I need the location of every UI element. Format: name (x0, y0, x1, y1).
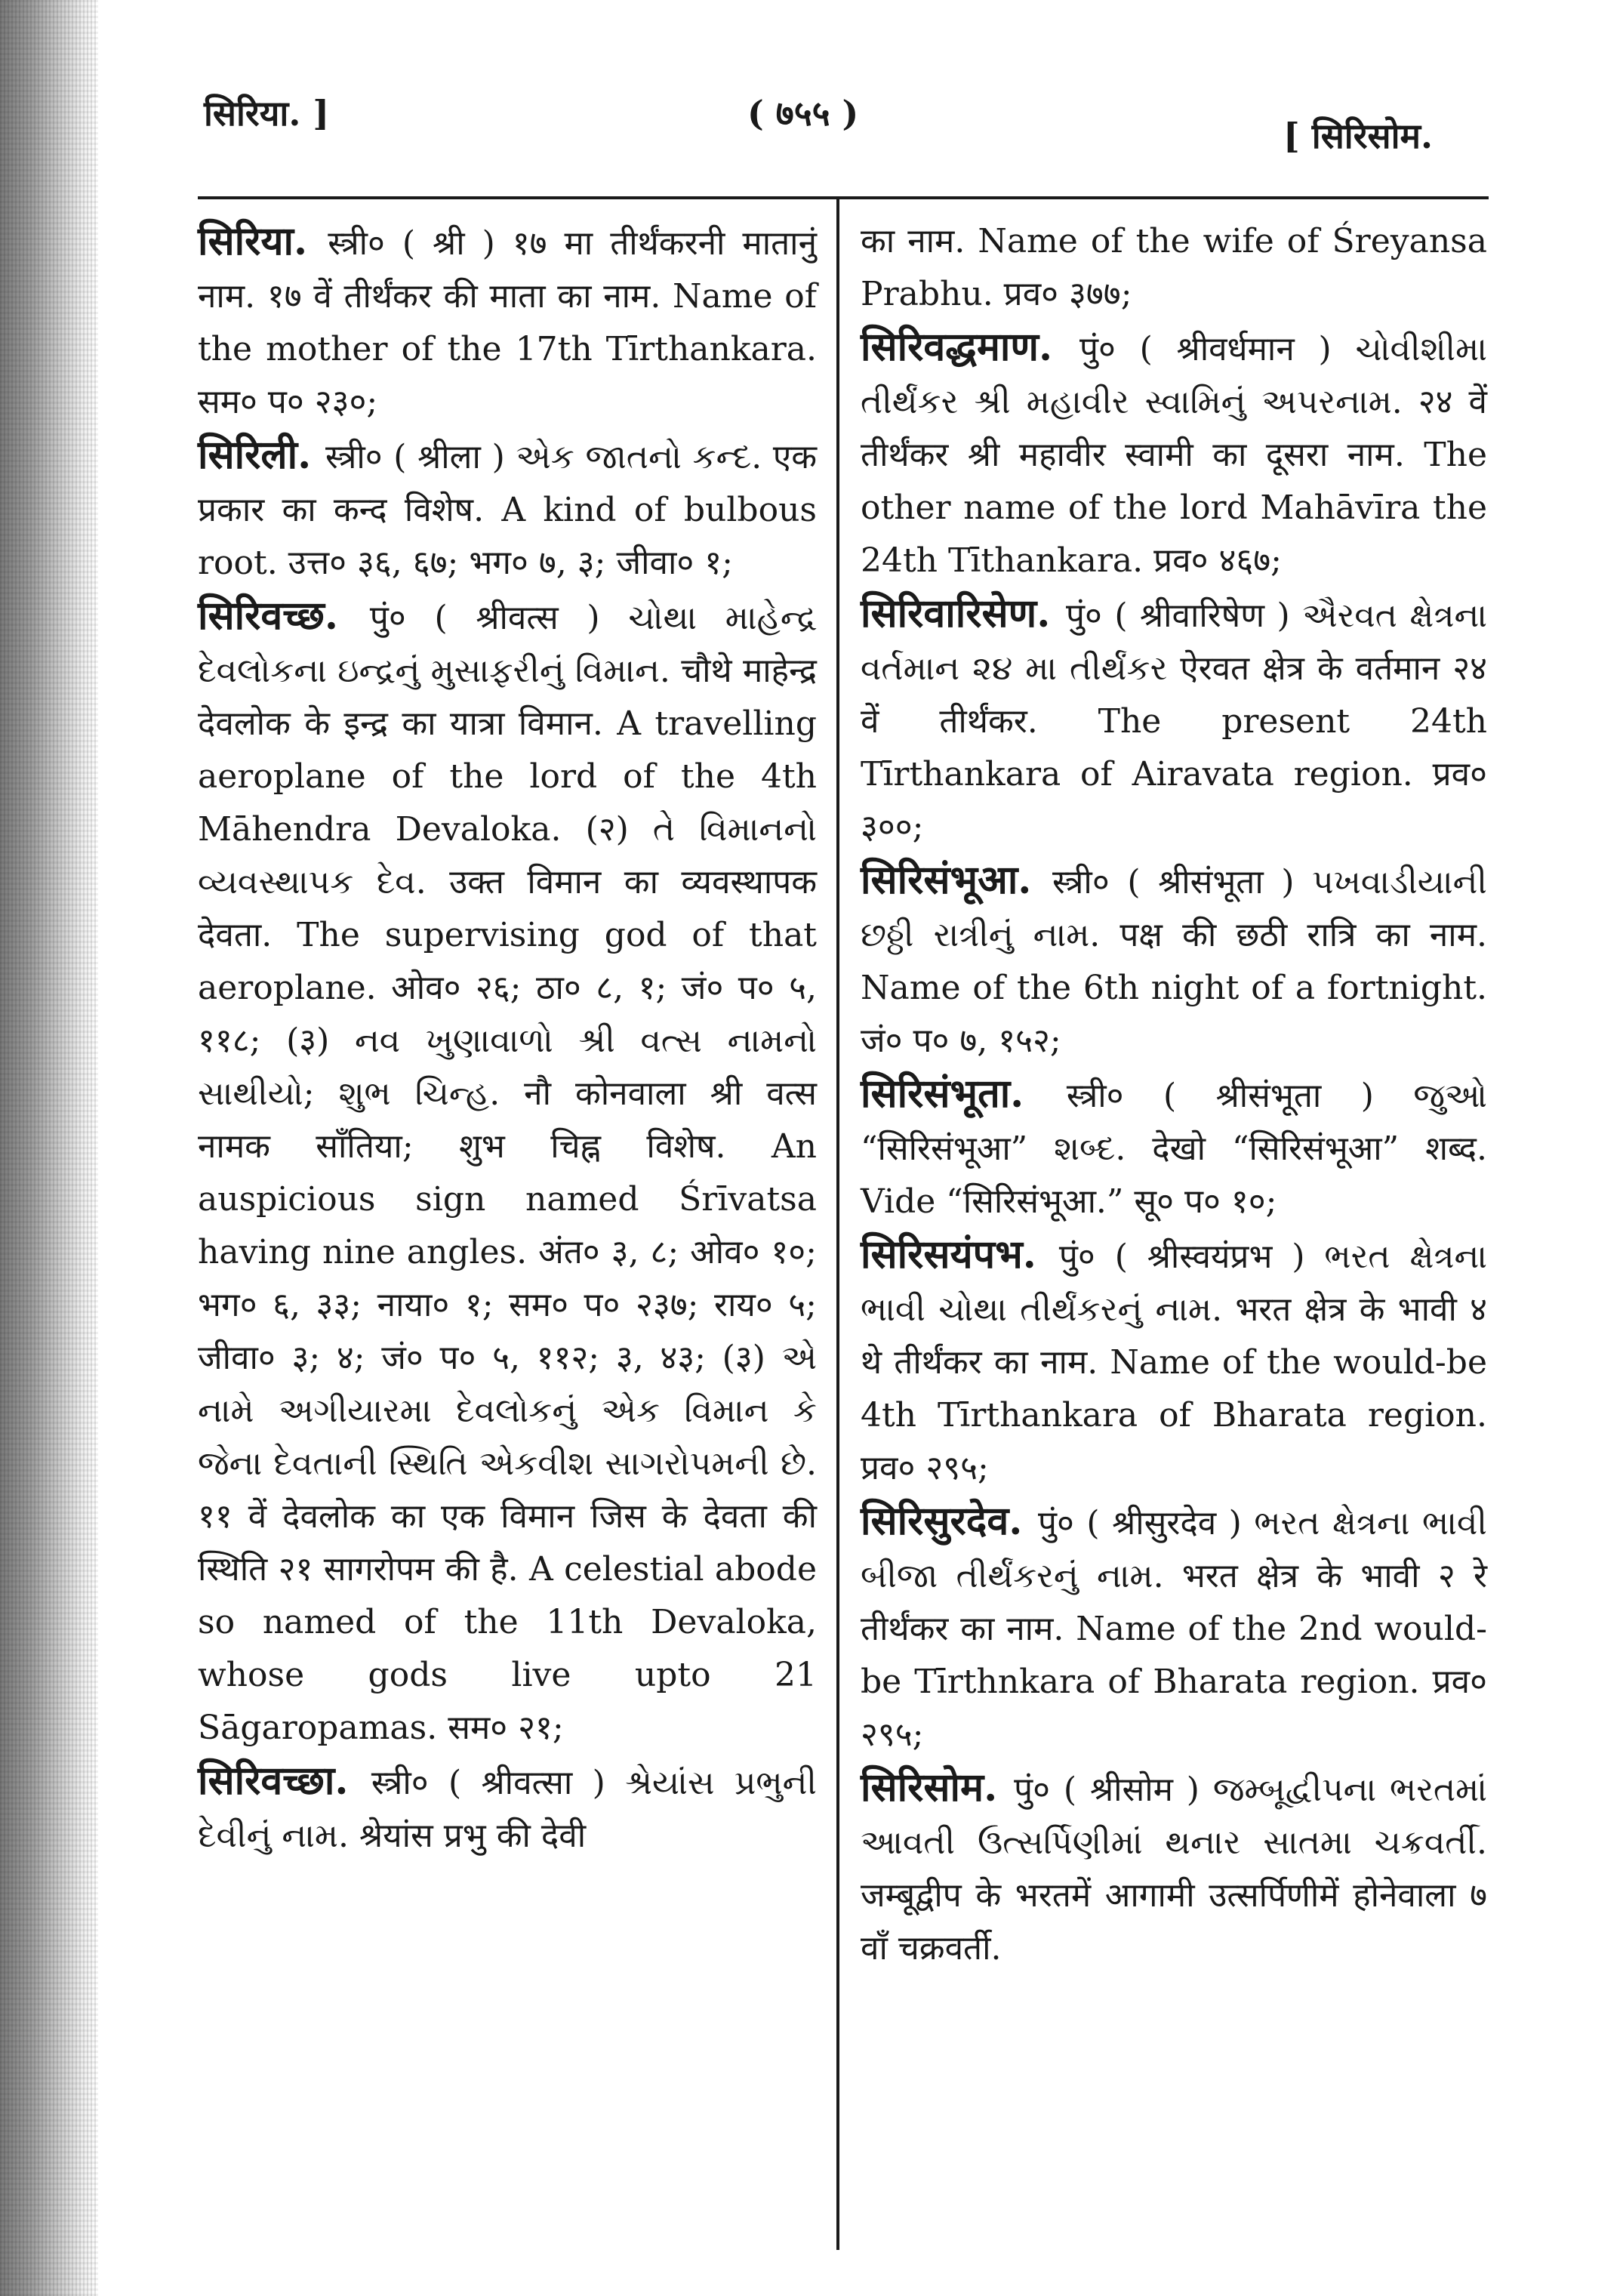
dictionary-entry (861, 587, 1487, 854)
entry-body: पुं० ( श्रीसोम ) જમ્બૂદ્વીપના ભરતમાં આવતી ઉત્સર્પિણીમાં થનાર સાતમા ચક્રવર્તી. जम्बूद्वीप के भरतमें आगामी उत्सर्पिणीमें होनेवाला ७ वाँ चक्रवर्ती. (861, 1771, 1488, 1968)
entry-body: पुं० ( श्रीवारिषेण ) ઐરવત ક્ષેત્રના વર્તમાન ૨૪ મા તીર્થંકર ऐरवत क्षेत्र के वर्तमान २४ वें तीर्थंकर. The present 24th Tīrthankara of Airavata region. प्रव० ३००; (861, 596, 1487, 846)
entry-body: पुं० ( श्रीवत्स ) ચોથા માહેન્દ્ર દેવલોકના ઇન્દ્રનું મુસાફરીનું વિમાન. चौथे माहेन्द्र देवलोक के इन्द्र का यात्रा विमान. A travelling aeroplane of the lord of the 4th Māhendra Devaloka. (२) તે વિમાનનો વ્યવસ્થાપક દેવ. उक्त विमान का व्यवस्थापक देवता. The supervising god of that aeroplane. ओव० २६; ठा० ८, १; जं० प० ५, ११८; (३) નવ ખુણાવાળો શ્રી વત્સ નામનો સાથીયો; શુભ ચિન્હ. नौ कोनवाला श्री वत्स नामक साँतिया; शुभ चिह्न विशेष. An auspicious sign named Śrīvatsa having nine angles. अंत० ३, ८; ओव० १०; भग० ६, ३३; नाया० १; सम० प० २३७; राय० ५; जीवा० ३; ४; जं० प० ५, ११२; ३, ४३; (३) એ નામે અગીયારમા દેવલોકનું એક વિમાન કે જેના દેવતાની સ્થિતિ એકવીશ સાગરોપમની છે. ११ वें देवलोक का एक विमान जिस के देवता की स्थिति २१ सागरोपम की है. A celestial abode so named of the 11th Devaloka, whose gods live upto 21 Sāgaropamas. सम० २१; (198, 599, 817, 1747)
entry-headword: सिरिवच्छ. (198, 593, 370, 639)
entry-body: का नाम. Name of the wife of Śreyansa Prabhu. प्रव० ३७७; (861, 222, 1487, 313)
left-column (198, 215, 817, 1863)
entry-body: स्त्री० ( श्रीला ) એક જાતનો કન્દ. एक प्रकार का कन्द विशेष. A kind of bulbous root. उत्त० ३६, ६७; भग० ७, ३; जीवा० १; (198, 438, 817, 582)
dictionary-entry (861, 1068, 1487, 1228)
dictionary-entry-continuation (861, 215, 1487, 321)
header-left-catchword: सिरिया. ] (204, 93, 330, 134)
entry-headword: सिरिसयंपभ. (861, 1231, 1059, 1277)
entry-body: स्त्री० ( श्री ) १७ मा तीर्थंकरनी मातानुं नाम. १७ वें तीर्थंकर की माता का नाम. Name of the mother of the 17th Tīrthankara. सम० प० २३०; (198, 224, 817, 421)
page-header (0, 82, 1623, 165)
entry-headword: सिरिसंभूआ. (861, 857, 1053, 903)
dictionary-entry (861, 1495, 1487, 1761)
entry-headword: सिरिसोम. (861, 1764, 1015, 1811)
right-column (861, 215, 1487, 1975)
entry-headword: सिरिवच्छा. (198, 1758, 371, 1804)
entry-headword: सिरिवारिसेण. (861, 590, 1066, 636)
header-rule (198, 196, 1489, 199)
entry-headword: सिरिली. (198, 432, 325, 478)
entry-headword: सिरिवद्धमाण. (861, 324, 1079, 370)
dictionary-entry (861, 1228, 1487, 1495)
dictionary-entry (198, 590, 817, 1755)
entry-headword: सिरिसंभूता. (861, 1071, 1067, 1117)
dictionary-entry (861, 854, 1487, 1068)
dictionary-entry (861, 1761, 1487, 1975)
dictionary-entry (198, 215, 817, 429)
entry-body: स्त्री० ( श्रीवत्सा ) શ્રેયાંસ પ્રભુની દેવીનું નામ. श्रेयांस प्रभु की देवी (198, 1764, 817, 1855)
column-divider (836, 196, 839, 2250)
dictionary-entry (198, 429, 817, 590)
entry-body: पुं० ( श्रीस्वयंप्रभ ) ભરત ક્ષેત્રના ભાવી ચોથા તીર્થંકરનું નામ. भरत क्षेत्र के भावी ४ थे तीर्थंकर का नाम. Name of the would-be 4th Tīrthankara of Bharata region. प्रव० २९५; (861, 1237, 1488, 1487)
entry-body: स्त्री० ( श्रीसंभूता ) પખવાડીયાની છઠ્ઠી રાત્રીનું નામ. पक्ष की छठी रात्रि का नाम. Name of the 6th night of a fortnight. जं० प० ७, १५२; (861, 863, 1487, 1060)
entry-body: पुं० ( श्रीवर्धमान ) ચોવીશીમા તીર્થંકર શ્રી મહાવીર સ્વામિનું અપરનામ. २४ वें तीर्थंकर श्री महावीर स्वामी का दूसरा नाम. The other name of the lord Mahāvīra the 24th Tīthankara. प्रव० ४६७; (861, 330, 1487, 580)
entry-body: स्त्री० ( श्रीसंभूता ) જુઓ “सिरिसंभूआ” શબ્દ. देखो “सिरिसंभूआ” शब्द. Vide “सिरिसंभूआ.” सू० प० १०; (861, 1077, 1487, 1221)
dictionary-entry (861, 321, 1487, 587)
entry-headword: सिरिया. (198, 218, 328, 264)
scan-edge-shadow (0, 0, 98, 2296)
entry-headword: सिरिसुरदेव. (861, 1498, 1039, 1544)
entry-body: पुं० ( श्रीसुरदेव ) ભરત ક્ષેત્રના ભાવી બીજા તીર્થંકરનું નામ. भरत क्षेत्र के भावी २ रे तीर्थंकर का नाम. Name of the 2nd would-be Tīrthnkara of Bharata region. प्रव० २९५; (861, 1504, 1487, 1754)
page-number: ( ७५५ ) (747, 93, 859, 134)
dictionary-entry (198, 1755, 817, 1863)
header-right-catchword: [ सिरिसोम. (1283, 116, 1434, 156)
